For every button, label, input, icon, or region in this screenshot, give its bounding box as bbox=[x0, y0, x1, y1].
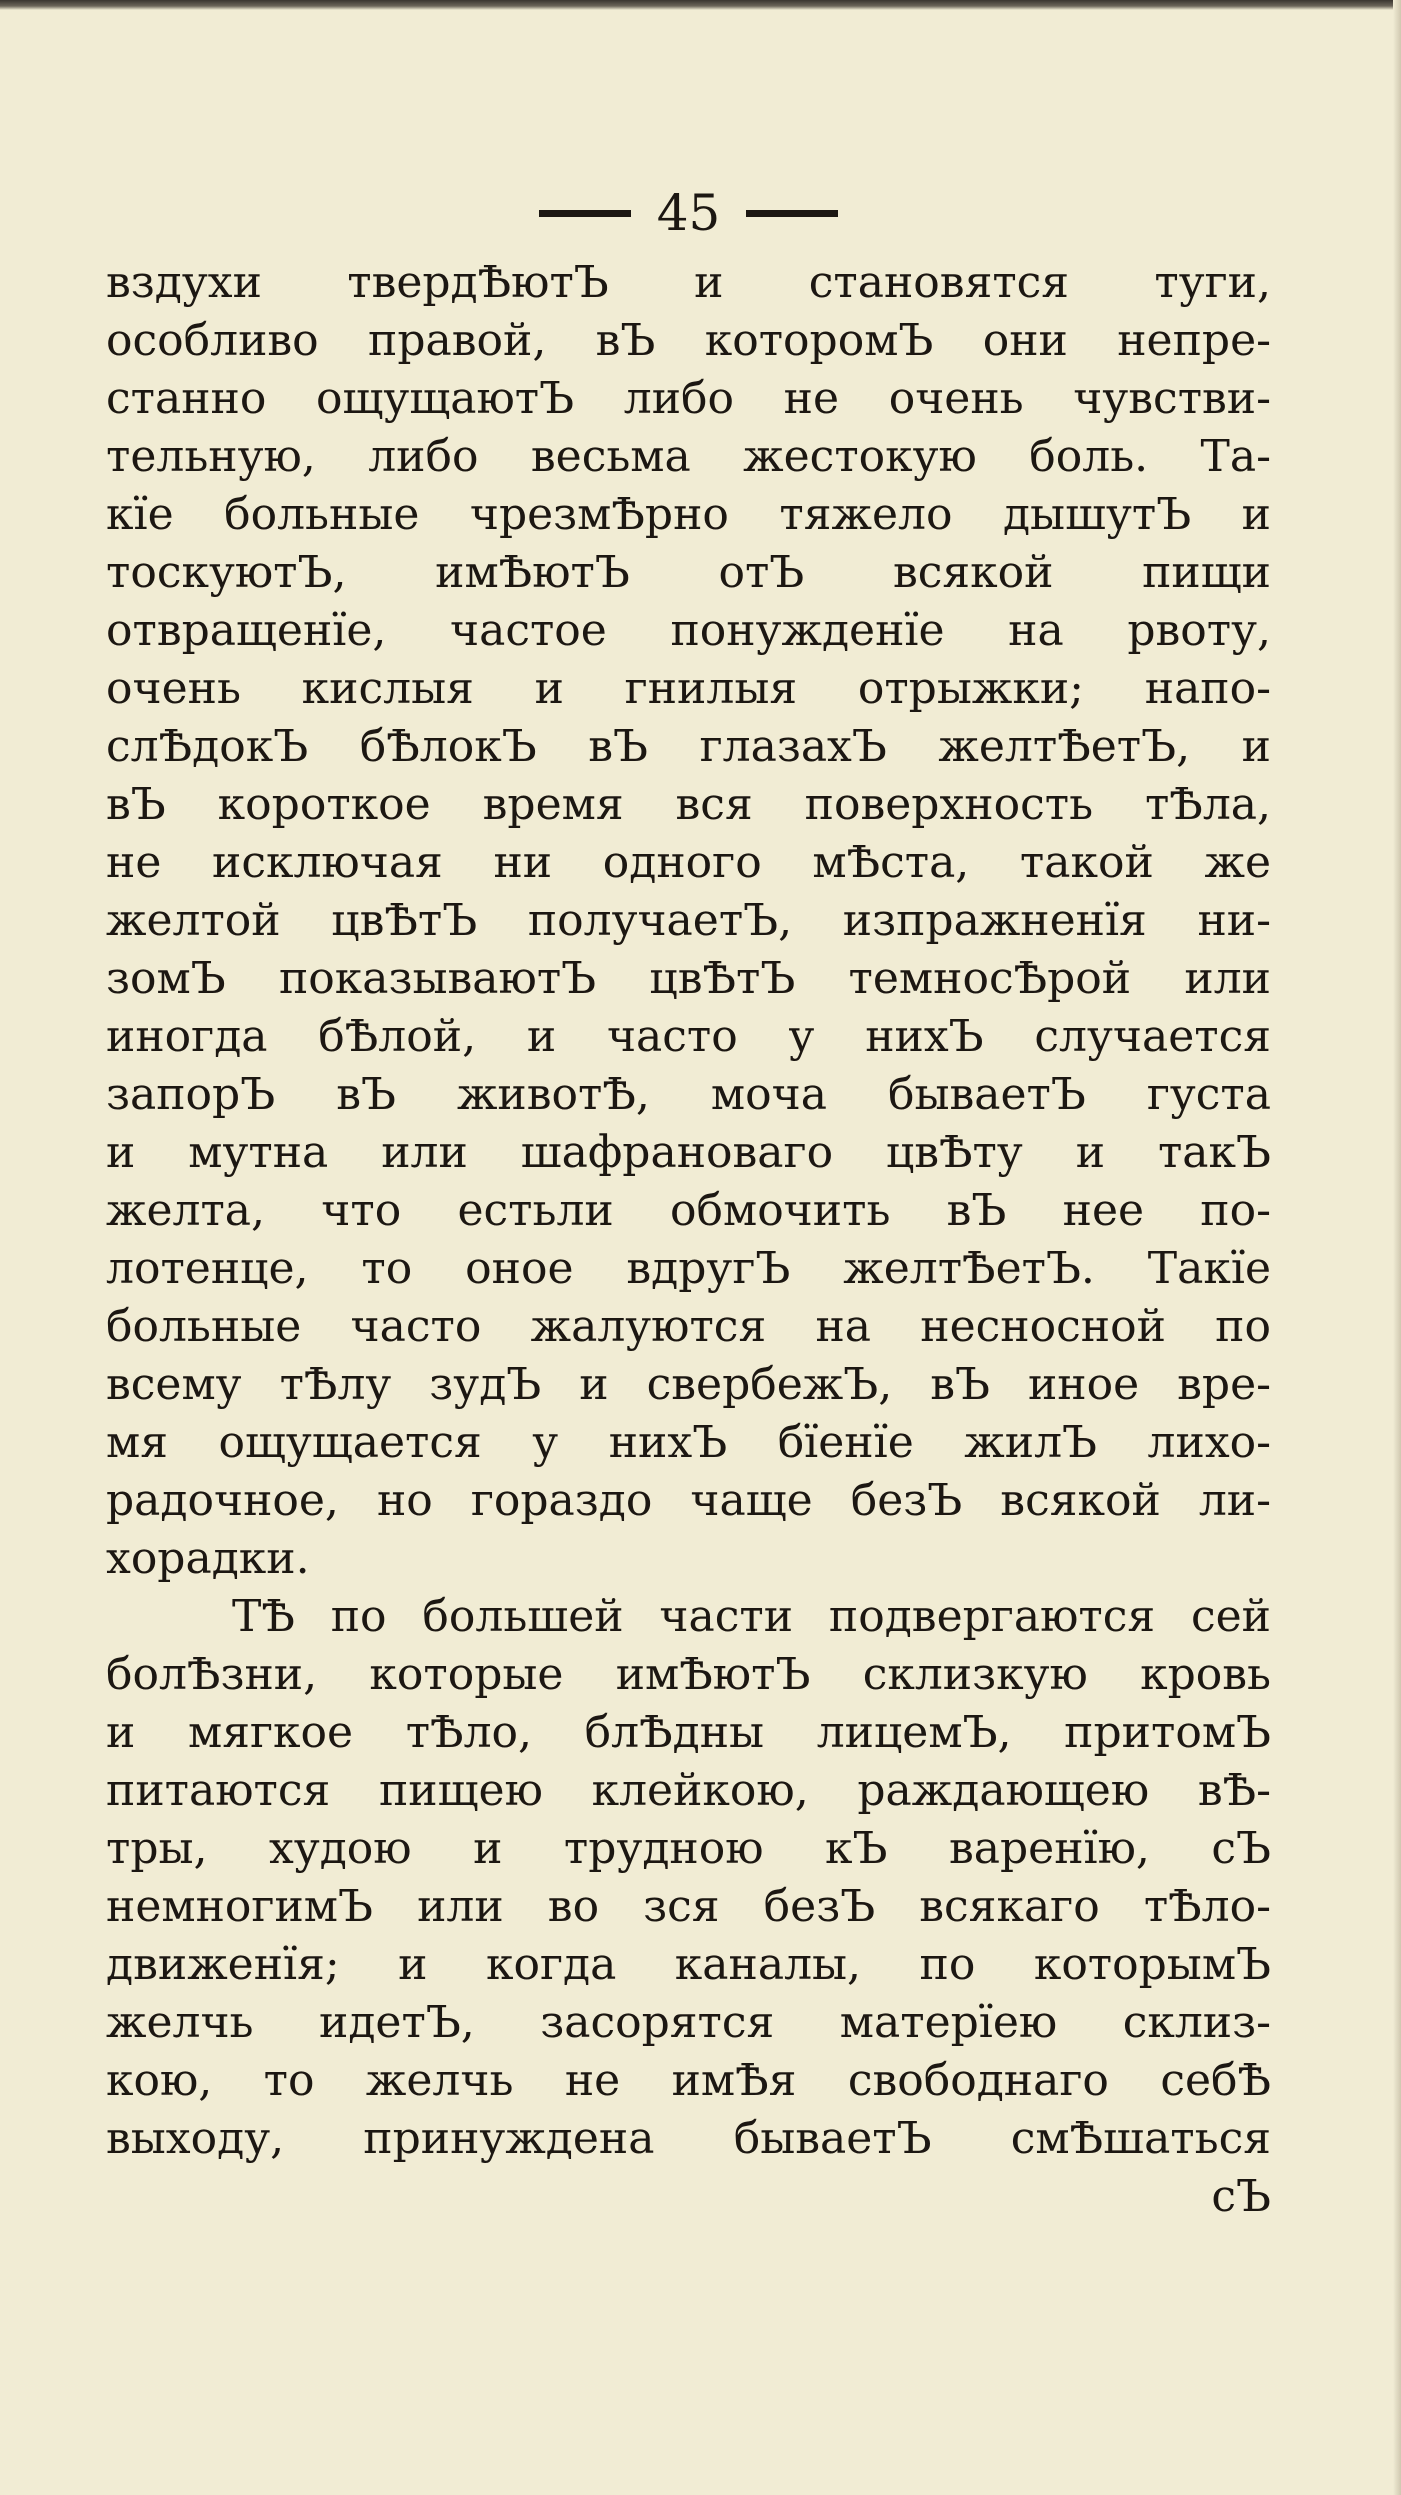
text-line: питаются пищею клейкою, раждающею вѢ- bbox=[106, 1765, 1271, 1816]
text-line: вздухи твердѢютЪ и становятся туги, bbox=[106, 257, 1271, 308]
text-line: болѢзни, которые имѢютЪ склизкую кровь bbox=[106, 1649, 1271, 1700]
page-number: 45 bbox=[656, 184, 721, 242]
text-line: кїе больные чрезмѢрно тяжело дышутЪ и bbox=[106, 489, 1271, 540]
text-line: и мутна или шафрановаго цвѢту и такЪ bbox=[106, 1127, 1271, 1178]
text-line: немногимЪ или во зся безЪ всякаго тѢло- bbox=[106, 1881, 1271, 1932]
text-line: отвращенїе, частое понужденїе на рвоту, bbox=[106, 605, 1271, 656]
text-line: движенїя; и когда каналы, по которымЪ bbox=[106, 1939, 1271, 1990]
text-line: мя ощущается у нихЪ бїенїе жилЪ лихо- bbox=[106, 1417, 1271, 1468]
text-line: вЪ короткое время вся поверхность тѢла, bbox=[106, 779, 1271, 830]
header-dash-right bbox=[746, 210, 838, 217]
text-line: выходу, принуждена бываетЪ смѢшаться bbox=[106, 2113, 1271, 2164]
body-text bbox=[106, 254, 1271, 2168]
text-line: ТѢ по большей части подвергаются сей bbox=[232, 1591, 1271, 1642]
text-line: хорадки. bbox=[106, 1533, 310, 1584]
text-line: всему тѢлу зудЪ и свербежЪ, вЪ иное вре- bbox=[106, 1359, 1271, 1410]
text-line: желчь идетЪ, засорятся матерїею склиз- bbox=[106, 1997, 1271, 2048]
book-page bbox=[106, 178, 1271, 2226]
text-line: запорЪ вЪ животѢ, моча бываетЪ густа bbox=[106, 1069, 1271, 1120]
text-line: иногда бѢлой, и часто у нихЪ случается bbox=[106, 1011, 1271, 1062]
scan-top-edge bbox=[0, 0, 1401, 10]
text-line: особливо правой, вЪ которомЪ они непре- bbox=[106, 315, 1271, 366]
text-line: лотенце, то оное вдругЪ желтѢетЪ. Такїе bbox=[106, 1243, 1271, 1294]
text-line: зомЪ показываютЪ цвѢтЪ темносѢрой или bbox=[106, 953, 1271, 1004]
header-dash-left bbox=[539, 210, 631, 217]
text-line: кою, то желчь не имѢя свободнаго себѢ bbox=[106, 2055, 1271, 2106]
page-header bbox=[106, 178, 1271, 248]
text-line: тельную, либо весьма жестокую боль. Та- bbox=[106, 431, 1271, 482]
text-line: желта, что естьли обмочить вЪ нее по- bbox=[106, 1185, 1271, 1236]
scan-right-edge bbox=[1393, 0, 1401, 2495]
text-line: и мягкое тѢло, блѢдны лицемЪ, притомЪ bbox=[106, 1707, 1271, 1758]
text-line: станно ощущаютЪ либо не очень чувстви- bbox=[106, 373, 1271, 424]
text-line: очень кислыя и гнилыя отрыжки; напо- bbox=[106, 663, 1271, 714]
text-line: больные часто жалуются на несносной по bbox=[106, 1301, 1271, 1352]
text-line: тры, худою и трудною кЪ варенїю, сЪ bbox=[106, 1823, 1271, 1874]
text-line: желтой цвѢтЪ получаетЪ, изпражненїя ни- bbox=[106, 895, 1271, 946]
text-line: радочное, но гораздо чаще безЪ всякой ли- bbox=[106, 1475, 1271, 1526]
text-line: тоскуютЪ, имѢютЪ отЪ всякой пищи bbox=[106, 547, 1271, 598]
text-line: не исключая ни одного мѢста, такой же bbox=[106, 837, 1271, 888]
text-line: слѢдокЪ бѢлокЪ вЪ глазахЪ желтѢетЪ, и bbox=[106, 721, 1271, 772]
catchword: сЪ bbox=[1211, 2171, 1271, 2222]
